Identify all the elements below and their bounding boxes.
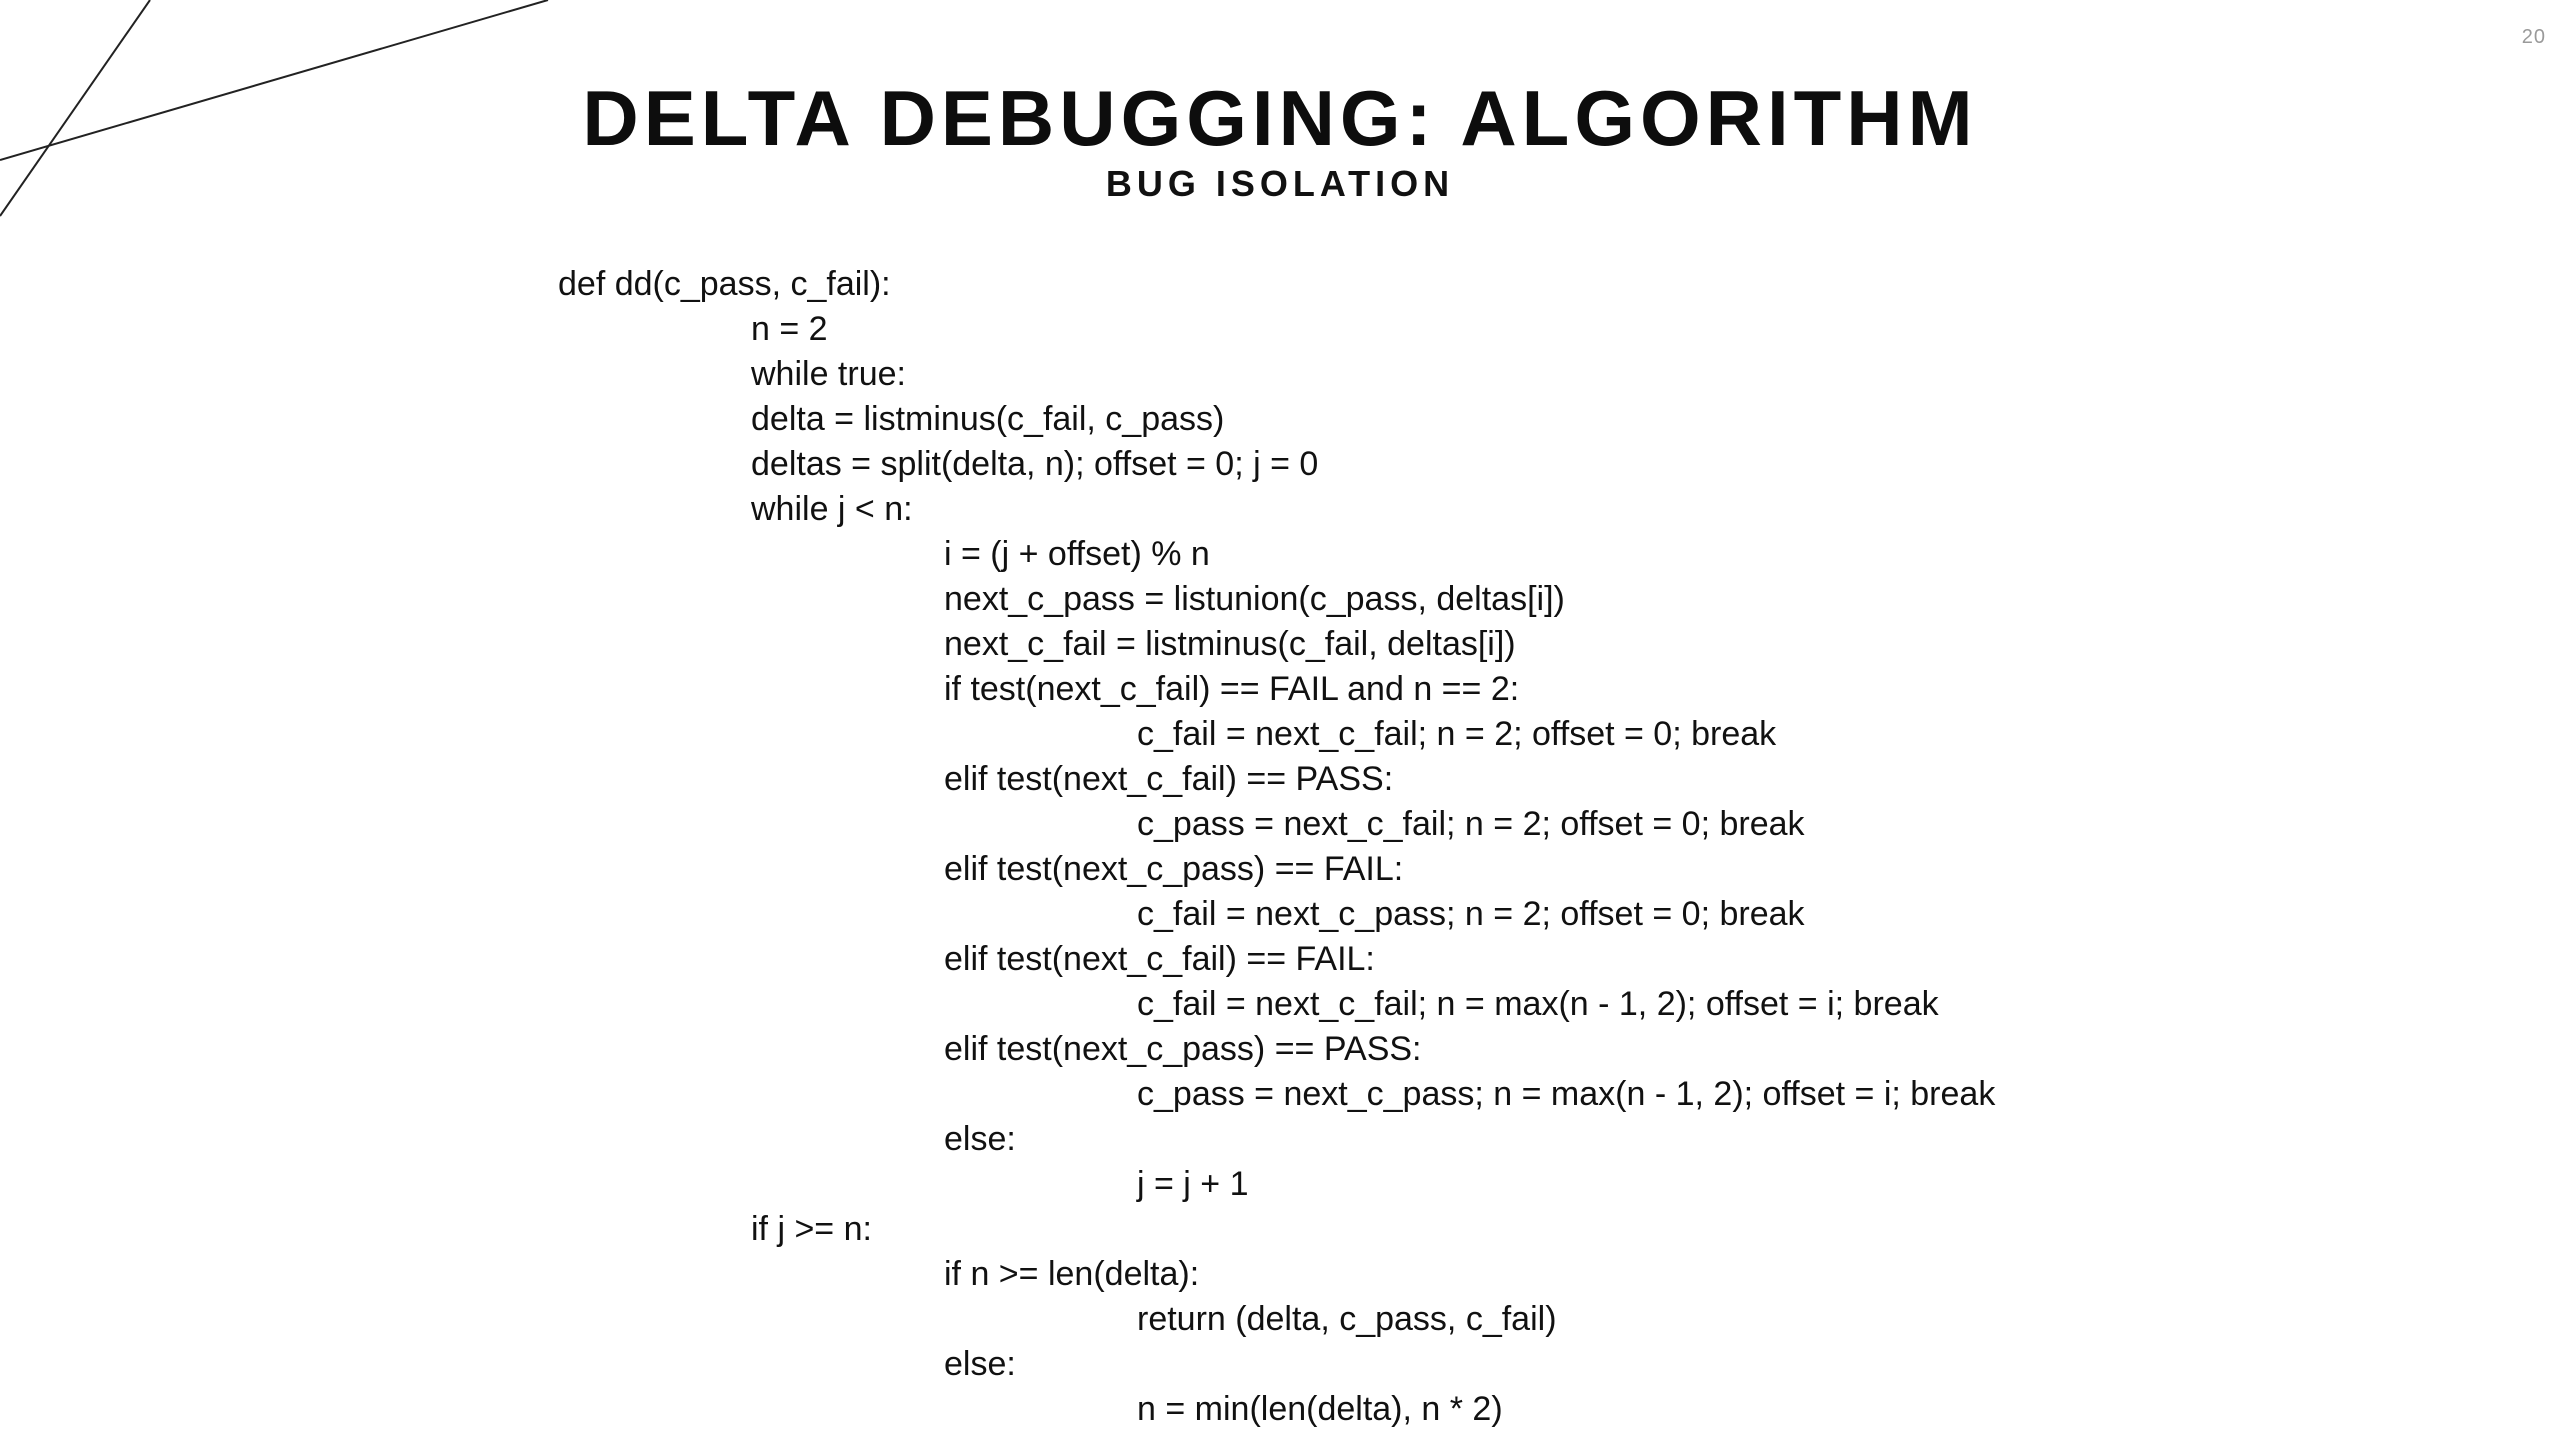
code-line: elif test(next_c_pass) == FAIL: [944, 850, 1404, 888]
code-line: return (delta, c_pass, c_fail) [1137, 1300, 1557, 1338]
code-line: if n >= len(delta): [944, 1255, 1200, 1293]
slide-subtitle: BUG ISOLATION [1105, 163, 1455, 204]
code-line: def dd(c_pass, c_fail): [558, 265, 891, 303]
code-line: delta = listminus(c_fail, c_pass) [751, 400, 1225, 438]
code-line: c_pass = next_c_fail; n = 2; offset = 0; break [1137, 805, 1805, 843]
code-line: else: [944, 1120, 1016, 1158]
code-line: c_fail = next_c_pass; n = 2; offset = 0; break [1137, 895, 1805, 933]
code-line: i = (j + offset) % n [944, 535, 1210, 573]
code-line: elif test(next_c_fail) == PASS: [944, 760, 1394, 798]
code-line: c_fail = next_c_fail; n = max(n - 1, 2); offset = i; break [1137, 985, 1939, 1023]
code-line: n = min(len(delta), n * 2) [1137, 1390, 1503, 1428]
code-line: n = 2 [751, 310, 828, 348]
slide-number: 20 [2521, 26, 2546, 48]
code-line: while true: [751, 355, 906, 393]
slide-title: DELTA DEBUGGING: ALGORITHM [582, 74, 1978, 162]
code-line: elif test(next_c_pass) == PASS: [944, 1030, 1422, 1068]
code-line: else: [944, 1345, 1016, 1383]
code-line: next_c_fail = listminus(c_fail, deltas[i]) [944, 625, 1516, 663]
code-line: while j < n: [751, 490, 913, 528]
code-line: elif test(next_c_fail) == FAIL: [944, 940, 1375, 978]
code-line: next_c_pass = listunion(c_pass, deltas[i]) [944, 580, 1565, 618]
code-line: if test(next_c_fail) == FAIL and n == 2: [944, 670, 1520, 708]
code-line: c_fail = next_c_fail; n = 2; offset = 0; break [1137, 715, 1777, 753]
code-line: c_pass = next_c_pass; n = max(n - 1, 2); offset = i; break [1137, 1075, 1996, 1113]
code-line: deltas = split(delta, n); offset = 0; j = 0 [751, 445, 1319, 483]
code-line: if j >= n: [751, 1210, 872, 1248]
code-block [558, 262, 2508, 1432]
code-line: j = j + 1 [1137, 1165, 1249, 1203]
